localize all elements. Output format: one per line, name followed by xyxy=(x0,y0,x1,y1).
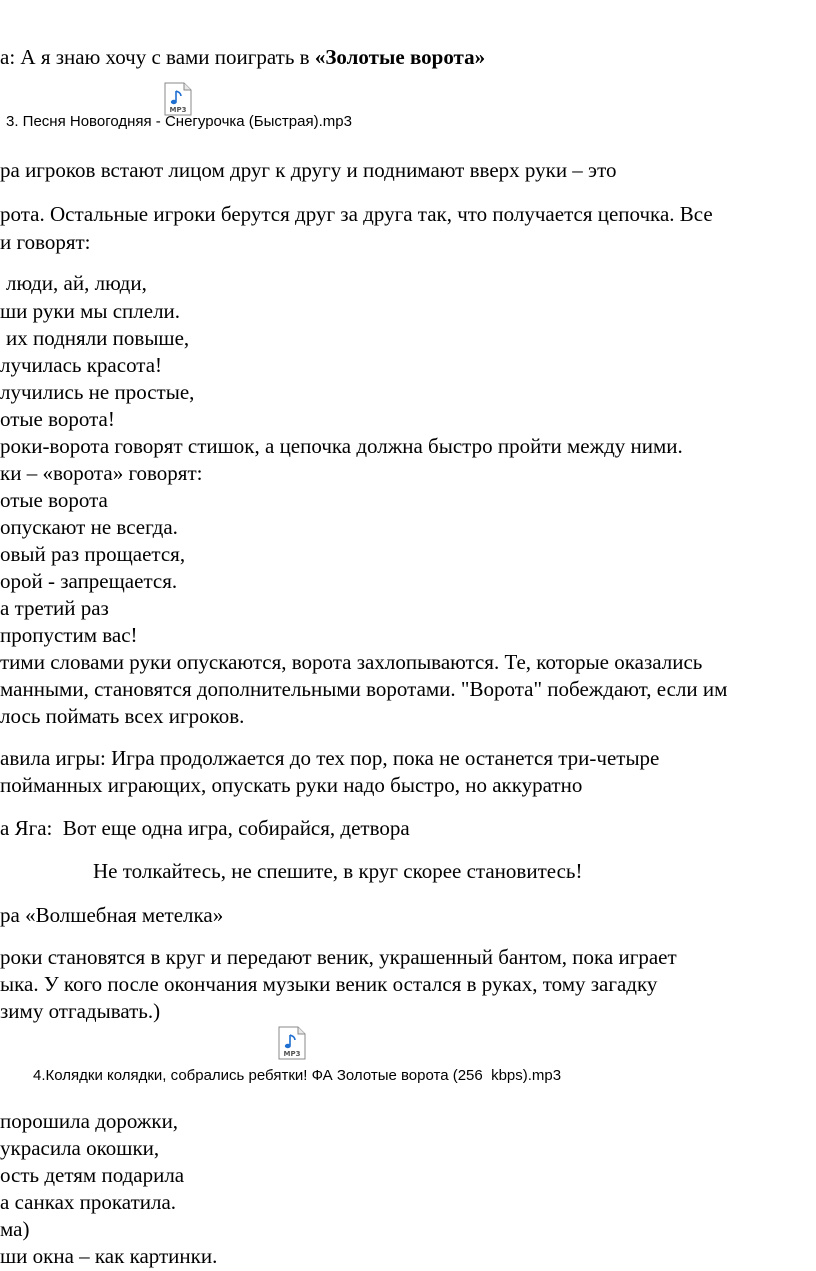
mp3-file-icon xyxy=(276,1026,308,1060)
verse-line: а третий раз xyxy=(0,596,109,620)
text-line: роки становятся в круг и передают веник, украшенный бантом, пока играет xyxy=(0,945,677,969)
text-line: ра игроков встают лицом друг к другу и поднимают вверх руки – это xyxy=(0,158,617,182)
text-line: тими словами руки опускаются, ворота захлопываются. Те, которые оказались xyxy=(0,650,703,674)
mp3-file-icon xyxy=(162,82,194,116)
text-line: рота. Остальные игроки берутся друг за друга так, что получается цепочка. Все xyxy=(0,202,713,226)
riddle-line: украсила окошки, xyxy=(0,1136,160,1160)
verse-line: ши руки мы сплели. xyxy=(0,299,181,323)
rules-line: авила игры: Игра продолжается до тех пор, пока не останется три-четыре xyxy=(0,746,660,770)
game-title-zolotye-vorota: «Золотые ворота» xyxy=(314,45,486,69)
riddle-answer: ма) xyxy=(0,1217,30,1241)
riddle-line: ость детям подарила xyxy=(0,1163,185,1187)
text-line: манными, становятся дополнительными воротами. "Ворота" побеждают, если им xyxy=(0,677,728,701)
text-line: и говорят: xyxy=(0,230,91,254)
mp3-badge: MP3 xyxy=(169,106,187,114)
verse-line: отые ворота xyxy=(0,488,108,512)
verse-line: орой - запрещается. xyxy=(0,569,178,593)
verse-line: отые ворота! xyxy=(0,407,115,431)
rules-line: пойманных играющих, опускать руки надо быстро, но аккуратно xyxy=(0,773,583,797)
intro-line xyxy=(0,44,485,70)
game-heading-volshebnaya-metelka: ра «Волшебная метелка» xyxy=(0,903,224,927)
attachment-filename: 3. Песня Новогодняя - Снегурочка (Быстрая).mp3 xyxy=(6,113,352,130)
attachment-filename: 4.Колядки колядки, собрались ребятки! ФА Золотые ворота (256 kbps).mp3 xyxy=(33,1067,562,1084)
riddle-line: ши окна – как картинки. xyxy=(0,1244,218,1268)
text-line: роки-ворота говорят стишок, а цепочка должна быстро пройти между ними. xyxy=(0,434,683,458)
mp3-badge: MP3 xyxy=(283,1050,301,1058)
verse-line: опускают не всегда. xyxy=(0,515,178,539)
speaker-line: а Яга: Вот еще одна игра, собирайся, детвора xyxy=(0,816,410,840)
riddle-line: порошила дорожки, xyxy=(0,1109,179,1133)
verse-line: овый раз прощается, xyxy=(0,542,186,566)
intro-text: а: А я знаю хочу с вами поиграть в xyxy=(0,45,315,69)
attachment-kolyadki[interactable] xyxy=(0,1024,600,1088)
text-line: ки – «ворота» говорят: xyxy=(0,461,203,485)
verse-line: пропустим вас! xyxy=(0,623,138,647)
text-line: ыка. У кого после окончания музыки веник остался в руках, тому загадку xyxy=(0,972,658,996)
verse-line: лучились не простые, xyxy=(0,380,195,404)
text-line: лось поймать всех игроков. xyxy=(0,704,245,728)
verse-line: лучилась красота! xyxy=(0,353,163,377)
riddle-line: а санках прокатила. xyxy=(0,1190,177,1214)
attachment-song-snegurochka[interactable] xyxy=(0,82,370,134)
speaker-line-indented: Не толкайтесь, не спешите, в круг скорее становитесь! xyxy=(93,859,583,883)
verse-line: их подняли повыше, xyxy=(6,326,190,350)
text-line: зиму отгадывать.) xyxy=(0,999,161,1023)
verse-line: люди, ай, люди, xyxy=(6,271,147,295)
